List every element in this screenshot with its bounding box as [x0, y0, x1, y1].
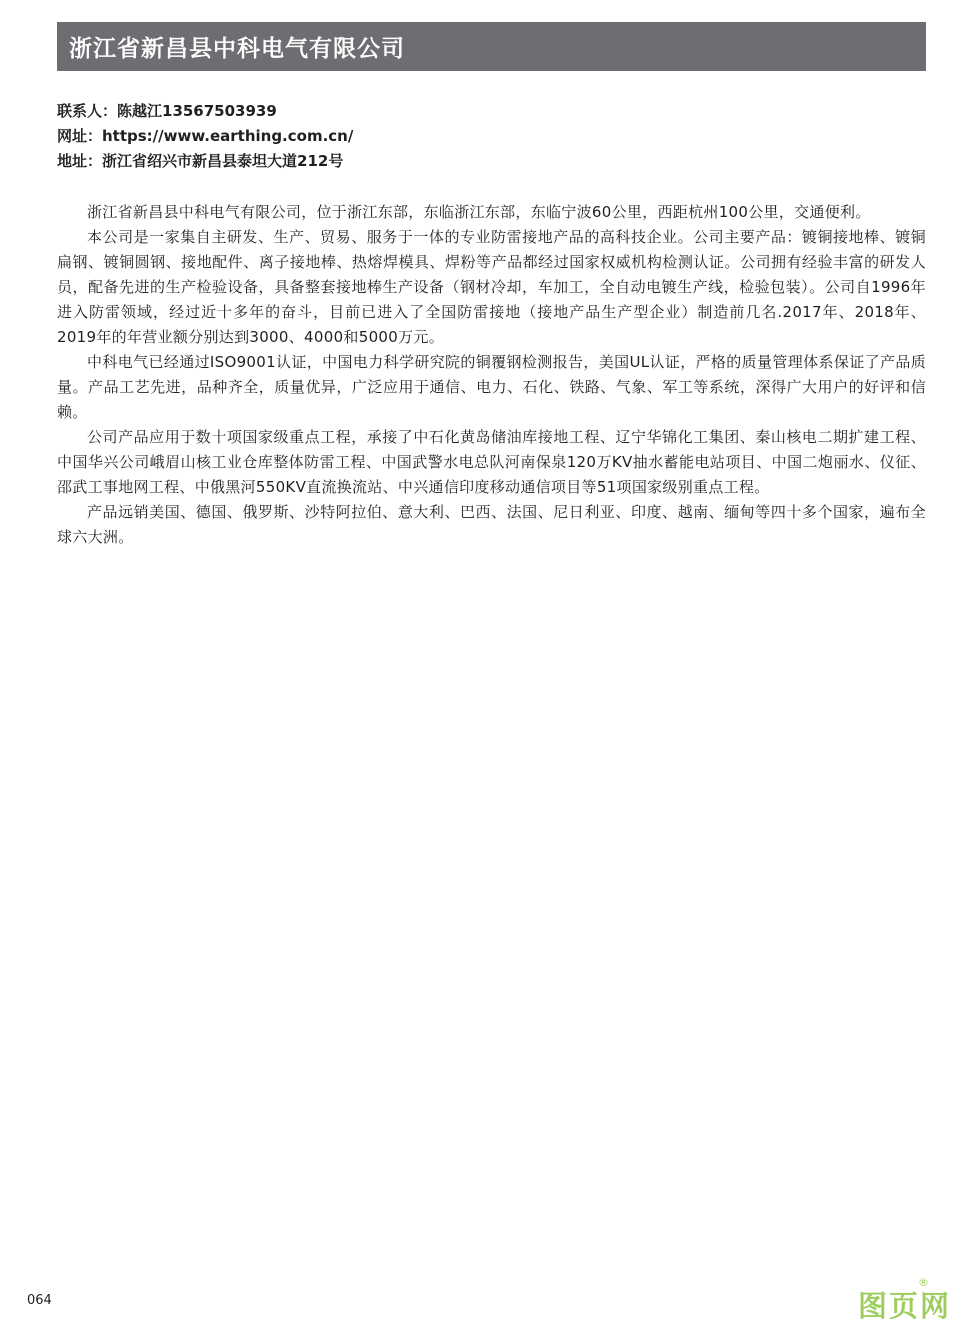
contact-person: 联系人：陈越江13567503939 — [57, 102, 277, 120]
watermark-text: 图页网 — [858, 1289, 952, 1323]
company-title: 浙江省新昌县中科电气有限公司 — [69, 36, 405, 62]
company-description — [57, 200, 926, 550]
paragraph-projects: 公司产品应用于数十项国家级重点工程，承接了中石化黄岛储油库接地工程、辽宁华锦化工集团、秦山核电二期扩建工程、中国华兴公司峨眉山核工业仓库整体防雷工程、中国武警水电总队河南保泉120万KV抽水蓄能电站项目、中国二炮丽水、仪征、邵武工事地网工程、中俄黑河550KV直流换流站、中兴通信印度移动通信项目等51项国家级别重点工程。 — [57, 428, 926, 496]
page-number: 064 — [27, 1293, 52, 1308]
paragraph-intro: 浙江省新昌县中科电气有限公司，位于浙江东部，东临浙江东部，东临宁波60公里，西距杭州100公里，交通便利。 — [87, 203, 871, 221]
contact-info — [57, 99, 926, 174]
contact-address: 地址：浙江省绍兴市新昌县泰坦大道212号 — [57, 152, 344, 170]
watermark-logo — [858, 1276, 968, 1326]
registered-mark: ® — [918, 1276, 929, 1289]
paragraph-products: 本公司是一家集自主研发、生产、贸易、服务于一体的专业防雷接地产品的高科技企业。公司主要产品：镀铜接地棒、镀铜扁钢、镀铜圆钢、接地配件、离子接地棒、热熔焊模具、焊粉等产品都经过国家权威机构检测认证。公司拥有经验丰富的研发人员，配备先进的生产检验设备，具备整套接地棒生产设备（钢材冷却，车加工，全自动电镀生产线，检验包装）。公司自1996年进入防雷领域，经过近十多年的奋斗，目前已进入了全国防雷接地（接地产品生产型企业）制造前几名.2017年、2018年、2019年的年营业额分别达到3000、4000和5000万元。 — [57, 228, 926, 346]
header-bar — [57, 22, 926, 71]
paragraph-certification: 中科电气已经通过ISO9001认证，中国电力科学研究院的铜覆钢检测报告，美国UL认证，严格的质量管理体系保证了产品质量。产品工艺先进，品种齐全，质量优异，广泛应用于通信、电力、石化、铁路、气象、军工等系统，深得广大用户的好评和信赖。 — [57, 353, 926, 421]
contact-website: 网址：https://www.earthing.com.cn/ — [57, 127, 354, 145]
paragraph-export: 产品远销美国、德国、俄罗斯、沙特阿拉伯、意大利、巴西、法国、尼日利亚、印度、越南、缅甸等四十多个国家，遍布全球六大洲。 — [57, 503, 926, 546]
